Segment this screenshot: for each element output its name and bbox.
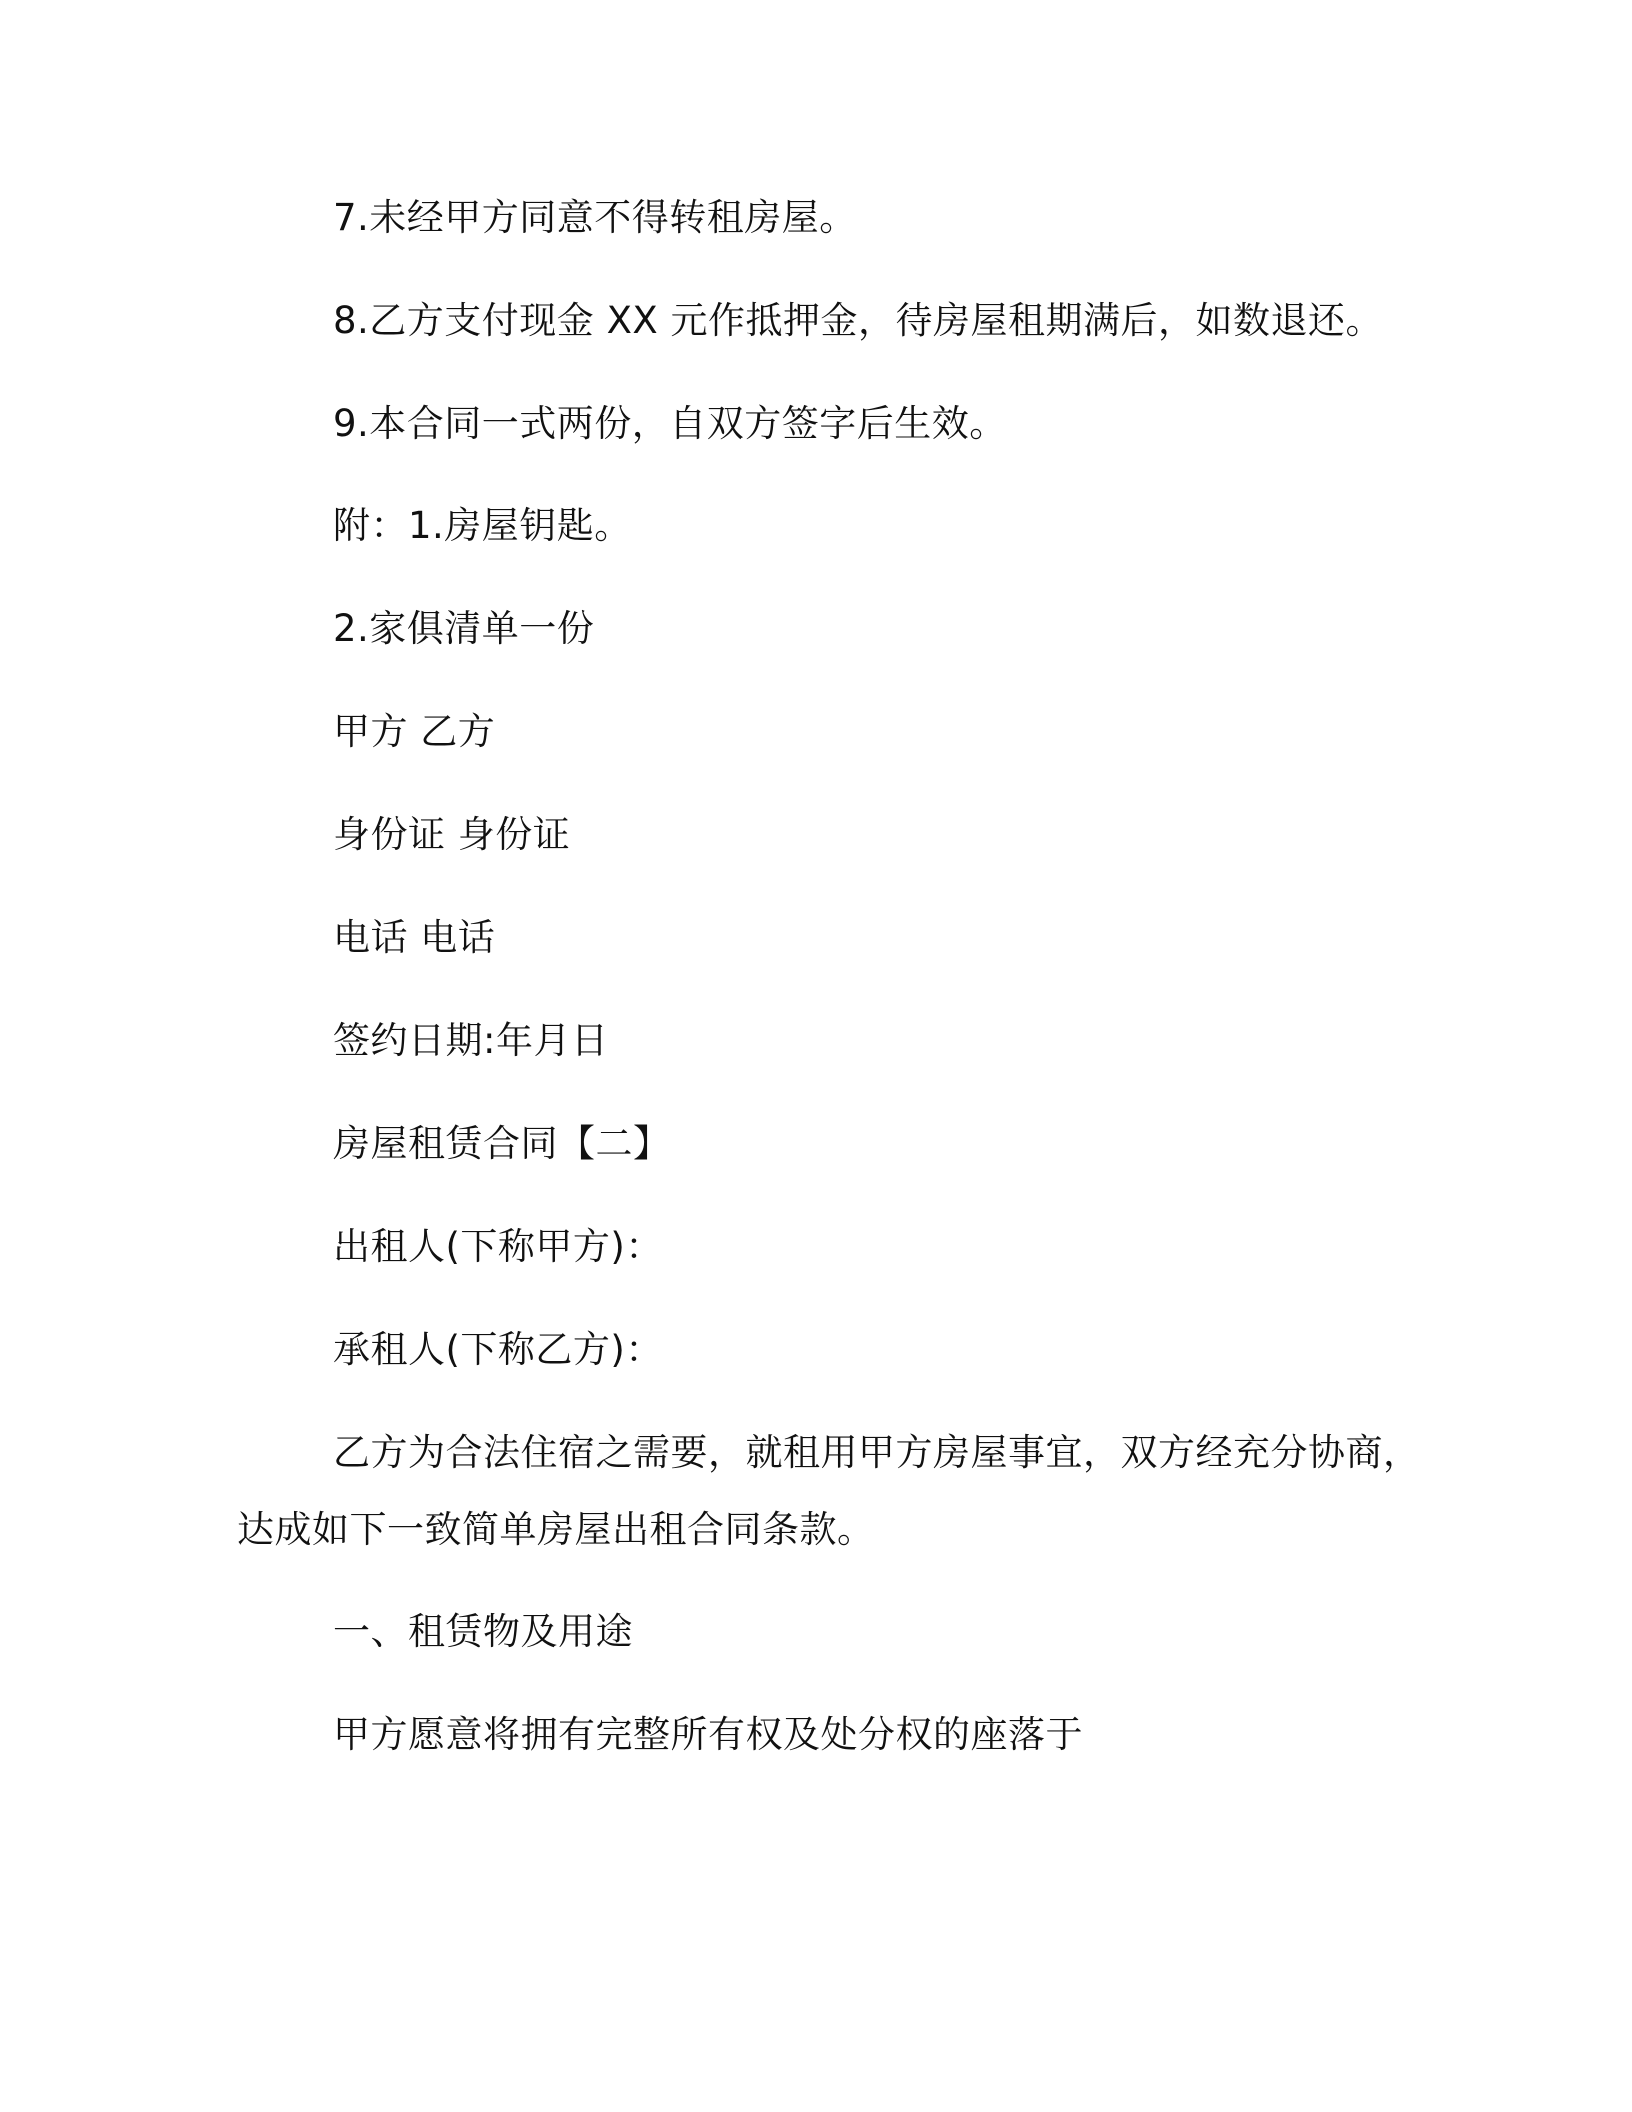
- attachment-2: 2.家俱清单一份: [333, 607, 595, 650]
- party-labels: 甲方 乙方: [333, 710, 496, 753]
- clause-9: 9.本合同一式两份，自双方签字后生效。: [333, 402, 1007, 445]
- signing-date: 签约日期:年月日: [333, 1019, 609, 1062]
- intro-paragraph-line-1: 乙方为合法住宿之需要，就租用甲方房屋事宜，双方经充分协商，: [333, 1431, 1421, 1474]
- section-heading-1: 一、租赁物及用途: [333, 1610, 633, 1653]
- lessor-label: 出租人(下称甲方)：: [333, 1225, 663, 1268]
- id-card-labels: 身份证 身份证: [333, 813, 571, 856]
- lessee-label: 承租人(下称乙方)：: [333, 1328, 663, 1371]
- phone-labels: 电话 电话: [333, 916, 496, 959]
- attachment-1: 附：1.房屋钥匙。: [333, 504, 632, 547]
- contract-title: 房屋租赁合同【二】: [333, 1122, 671, 1165]
- clause-7: 7.未经甲方同意不得转租房屋。: [333, 196, 857, 239]
- intro-paragraph-line-2: 达成如下一致简单房屋出租合同条款。: [237, 1508, 875, 1551]
- clause-8: 8.乙方支付现金 XX 元作抵押金，待房屋租期满后，如数退还。: [333, 299, 1384, 342]
- section-1-text: 甲方愿意将拥有完整所有权及处分权的座落于: [333, 1713, 1083, 1756]
